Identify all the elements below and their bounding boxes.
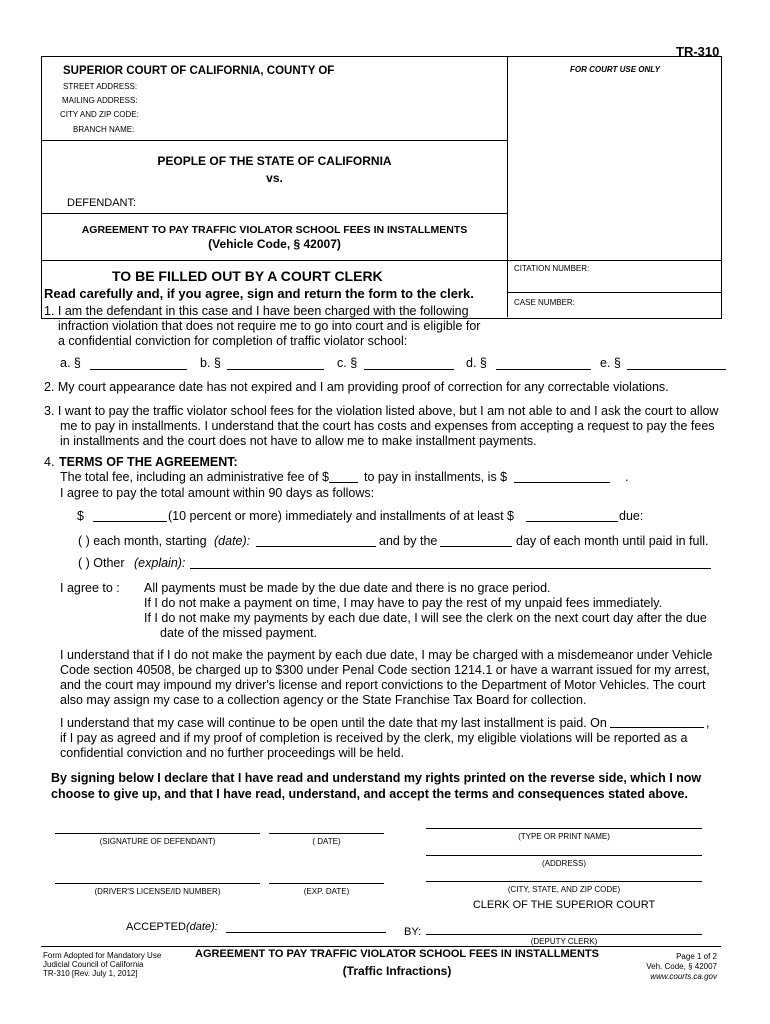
immediate-payment-field[interactable]	[93, 521, 167, 522]
item2: 2. My court appearance date has not expired and I am providing proof of correction for any correctable violations.	[44, 380, 669, 394]
license-field[interactable]	[55, 883, 260, 884]
case-open-comma: ,	[706, 716, 710, 730]
exp-date-field[interactable]	[269, 883, 384, 884]
case-number-label: CASE NUMBER:	[514, 298, 575, 307]
total-fee-text: The total fee, including an administrative fee of $	[60, 470, 329, 484]
agree-to-label: I agree to :	[60, 581, 120, 595]
admin-fee-field[interactable]	[329, 482, 358, 483]
violation-c-field[interactable]	[364, 369, 454, 370]
license-label: (DRIVER'S LICENSE/ID NUMBER)	[94, 887, 221, 896]
start-date-field[interactable]	[256, 546, 376, 547]
defendant-label: DEFENDANT:	[67, 197, 137, 209]
agree-term-3: If I do not make my payments by each due date, I will see the clerk on the next court day after the due	[144, 611, 707, 625]
misdemeanor-p3: and the court may impound my driver's license and report convictions to the Department of Motor Vehicles. The court	[60, 678, 706, 692]
street-address-label: STREET ADDRESS:	[63, 82, 138, 91]
branch-name-label: BRANCH NAME:	[73, 125, 135, 134]
people-title: PEOPLE OF THE STATE OF CALIFORNIA	[157, 154, 392, 168]
footer-subtitle: (Traffic Infractions)	[342, 964, 452, 978]
court-use-label: FOR COURT USE ONLY	[570, 65, 660, 74]
violation-e-label: e. §	[600, 356, 621, 370]
address-label: (ADDRESS)	[541, 859, 586, 868]
clerk-heading: TO BE FILLED OUT BY A COURT CLERK	[112, 268, 383, 284]
city-zip-label: CITY AND ZIP CODE:	[60, 110, 139, 119]
citation-number-label: CITATION NUMBER:	[514, 264, 590, 273]
agree-90-days: I agree to pay the total amount within 90 days as follows:	[60, 486, 375, 500]
total-fee-text-2: to pay in installments, is $	[364, 470, 508, 484]
clerk-title: CLERK OF THE SUPERIOR COURT	[472, 899, 656, 911]
accepted-label: ACCEPTED	[126, 921, 186, 933]
item1-line1: 1. I am the defendant in this case and I have been charged with the following	[44, 304, 469, 318]
vehicle-code: Veh. Code, § 42007	[646, 962, 717, 971]
and-by-the: and by the	[379, 534, 438, 548]
percent-text: (10 percent or more) immediately and installments of at least $	[168, 509, 514, 523]
footer-title: AGREEMENT TO PAY TRAFFIC VIOLATOR SCHOOL FEES IN INSTALLMENTS	[195, 948, 599, 960]
signature-label: (SIGNATURE OF DEFENDANT)	[99, 837, 216, 846]
misdemeanor-p2: Code section 40508, be charged up to $300 under Penal Code section 1214.1 or have a warrant issued for my arrest,	[60, 663, 710, 677]
total-fee-field[interactable]	[514, 482, 610, 483]
agree-term-4: date of the missed payment.	[160, 626, 318, 640]
form-subtitle: (Vehicle Code, § 42007)	[208, 237, 341, 251]
dollar-sign: $	[77, 509, 84, 523]
adopted-line3: TR-310 [Rev. July 1, 2012]	[43, 969, 138, 978]
accepted-date-label: (date):	[186, 921, 218, 933]
accepted-date-field[interactable]	[226, 932, 386, 933]
violation-e-field[interactable]	[627, 369, 726, 370]
deputy-clerk-label: (DEPUTY CLERK)	[530, 937, 598, 946]
case-open-p2: if I pay as agreed and if my proof of completion is received by the clerk, my eligible violations will be reported as a	[60, 731, 688, 745]
footer-rule	[41, 946, 721, 947]
city-state-zip-label: (CITY, STATE, AND ZIP CODE)	[507, 885, 621, 894]
form-title: AGREEMENT TO PAY TRAFFIC VIOLATOR SCHOOL FEES IN INSTALLMENTS	[81, 224, 468, 236]
date-field[interactable]	[269, 833, 384, 834]
exp-date-label: (EXP. DATE)	[303, 887, 350, 896]
by-label: BY:	[404, 926, 422, 938]
due-label: due:	[619, 509, 644, 523]
total-fee-period: .	[625, 470, 629, 484]
address-field[interactable]	[426, 855, 702, 856]
item4-heading: TERMS OF THE AGREEMENT:	[59, 455, 238, 469]
print-name-label: (TYPE OR PRINT NAME)	[518, 832, 610, 841]
violation-b-label: b. §	[200, 356, 221, 370]
violation-a-label: a. §	[60, 356, 81, 370]
misdemeanor-p1: I understand that if I do not make the payment by each due date, I may be charged with a misdemeanor under Vehicle	[60, 648, 713, 662]
case-open-p1: I understand that my case will continue to be open until the date that my last installment is paid. On	[60, 716, 607, 730]
case-open-p3: confidential conviction and no further proceedings will be held.	[60, 746, 404, 760]
violation-a-field[interactable]	[90, 369, 187, 370]
agree-term-1: All payments must be made by the due date and there is no grace period.	[144, 581, 551, 595]
item3-line1: 3. I want to pay the traffic violator school fees for the violation listed above, but I am not able to and I ask the court to allow	[44, 404, 719, 418]
misdemeanor-p4: also may assign my case to a collection agency or the State Franchise Tax Board for collection.	[60, 693, 587, 707]
item3-line2: me to pay in installments. I understand that the court has costs and expenses from accepting a request to pay the fees	[60, 419, 715, 433]
violation-c-label: c. §	[337, 356, 358, 370]
each-month-option[interactable]: ( ) each month, starting	[78, 534, 207, 548]
last-payment-date-field[interactable]	[610, 727, 704, 728]
adopted-line1: Form Adopted for Mandatory Use	[43, 951, 162, 960]
each-month-text: day of each month until paid in full.	[516, 534, 709, 548]
declaration-line2: choose to give up, and that I have read, understand, and accept the terms and consequences stated above.	[51, 787, 688, 801]
item1-line3: a confidential conviction for completion of traffic violator school:	[58, 334, 408, 348]
explain-label: (explain):	[134, 556, 186, 570]
declaration-line1: By signing below I declare that I have read and understand my rights printed on the reverse side, which I now	[51, 771, 702, 785]
mailing-address-label: MAILING ADDRESS:	[62, 96, 138, 105]
signature-field[interactable]	[55, 833, 260, 834]
court-website[interactable]: www.courts.ca.gov	[650, 972, 717, 981]
court-name: SUPERIOR COURT OF CALIFORNIA, COUNTY OF	[63, 65, 335, 77]
agree-term-2: If I do not make a payment on time, I may have to pay the rest of my unpaid fees immediately.	[144, 596, 663, 610]
page-number: Page 1 of 2	[676, 952, 717, 961]
print-name-field[interactable]	[426, 828, 702, 829]
item1-line2: infraction violation that does not require me to go into court and is eligible for	[58, 319, 481, 333]
other-explain-field[interactable]	[190, 568, 711, 569]
item4-number: 4.	[44, 455, 55, 469]
form-id: TR-310	[676, 44, 720, 59]
vs-label: vs.	[266, 171, 283, 185]
adopted-line2: Judicial Council of California	[43, 960, 144, 969]
date-label: ( DATE)	[312, 837, 341, 846]
instruction: Read carefully and, if you agree, sign and return the form to the clerk.	[44, 286, 474, 301]
installment-amount-field[interactable]	[526, 521, 618, 522]
item3-line3: in installments and the court does not have to allow me to make installment payments.	[60, 434, 537, 448]
violation-b-field[interactable]	[227, 369, 324, 370]
deputy-clerk-field[interactable]	[426, 934, 702, 935]
other-option[interactable]: ( ) Other	[78, 556, 125, 570]
start-date-label: (date):	[214, 534, 251, 548]
city-state-zip-field[interactable]	[426, 881, 702, 882]
violation-d-label: d. §	[466, 356, 487, 370]
violation-d-field[interactable]	[496, 369, 591, 370]
day-of-month-field[interactable]	[440, 546, 512, 547]
